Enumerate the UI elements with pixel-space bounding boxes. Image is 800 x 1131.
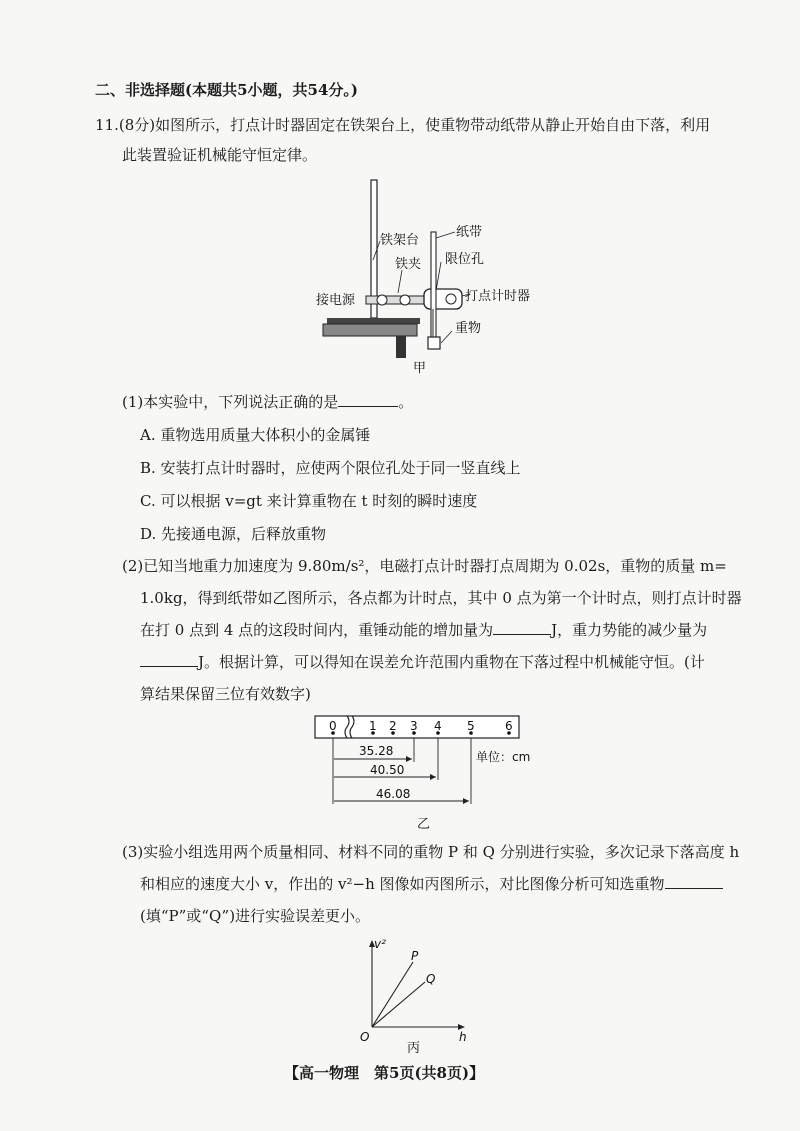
measure-2: 40.50 xyxy=(370,763,405,777)
part2-line2: 1.0kg，得到纸带如乙图所示，各点都为计时点，其中 0 点为第一个计时点，则打点计时器 xyxy=(140,589,742,607)
part1-prompt-end: 。 xyxy=(398,393,414,411)
part2-line4-text: J。根据计算，可以得知在误差允许范围内重物在下落过程中机械能守恒。(计 xyxy=(198,653,705,671)
caption-yi: 乙 xyxy=(417,817,431,832)
part3-line2a: 和相应的速度大小 v，作出的 v²−h 图像如丙图所示，对比图像分析可知选重物 xyxy=(140,875,665,893)
measure-3: 46.08 xyxy=(376,787,411,801)
part3-line3: (填“P”或“Q”)进行实验误差更小。 xyxy=(140,907,371,925)
section-title: 二、非选择题(本题共5小题，共54分。) xyxy=(95,81,359,99)
part2-line3a: 在打 0 点到 4 点的这段时间内，重锤动能的增加量为 xyxy=(140,621,494,639)
tape-label-3: 3 xyxy=(410,719,418,733)
line-p-label: P xyxy=(411,949,419,963)
label-xianweikong: 限位孔 xyxy=(445,252,485,267)
part1-prompt-text: (1)本实验中，下列说法正确的是 xyxy=(122,393,339,411)
line-q xyxy=(372,982,425,1027)
option-a: A. 重物选用质量大体积小的金属锤 xyxy=(140,426,371,444)
measure-1: 35.28 xyxy=(359,744,394,758)
label-zhongwu: 重物 xyxy=(455,321,482,336)
part2-line3b: J，重力势能的减少量为 xyxy=(551,621,708,639)
q11-stem-line2: 此装置验证机械能守恒定律。 xyxy=(122,146,318,164)
y-axis-label: v² xyxy=(374,937,386,951)
part2-line5: 算结果保留三位有效数字) xyxy=(140,685,311,703)
tape-label-0: 0 xyxy=(329,719,337,733)
caption-jia: 甲 xyxy=(413,361,427,376)
tape-unit: 单位：cm xyxy=(476,750,531,764)
label-tiejiatai: 铁架台 xyxy=(380,233,420,248)
label-jiedianyuan: 接电源 xyxy=(316,293,356,308)
label-tiejia: 铁夹 xyxy=(395,257,422,272)
x-axis-label: h xyxy=(459,1030,467,1044)
label-dadianjishiqi: 打点计时器 xyxy=(465,289,531,304)
tape-label-4: 4 xyxy=(434,719,442,733)
option-b: B. 安装打点计时器时，应使两个限位孔处于同一竖直线上 xyxy=(140,459,521,477)
tape-label-5: 5 xyxy=(467,719,475,733)
label-zhidai: 纸带 xyxy=(456,225,483,240)
caption-bing: 丙 xyxy=(407,1041,421,1056)
tape-label-2: 2 xyxy=(389,719,397,733)
tape-label-1: 1 xyxy=(369,719,377,733)
q11-stem-line1: 11.(8分)如图所示，打点计时器固定在铁架台上，使重物带动纸带从静止开始自由下落，利用 xyxy=(95,116,711,134)
tape-label-6: 6 xyxy=(505,719,513,733)
option-d: D. 先接通电源，后释放重物 xyxy=(140,525,327,543)
origin-label: O xyxy=(360,1030,370,1044)
part2-line1: (2)已知当地重力加速度为 9.80m/s²，电磁打点计时器打点周期为 0.02s，重物的质量 m= xyxy=(122,557,727,575)
page-footer: 【高一物理 第5页(共8页)】 xyxy=(284,1064,485,1082)
line-q-label: Q xyxy=(426,972,436,986)
option-c: C. 可以根据 v=gt 来计算重物在 t 时刻的瞬时速度 xyxy=(140,492,478,510)
line-p xyxy=(372,962,413,1027)
part3-line1: (3)实验小组选用两个质量相同、材料不同的重物 P 和 Q 分别进行实验，多次记录下落高度 h xyxy=(122,843,740,861)
